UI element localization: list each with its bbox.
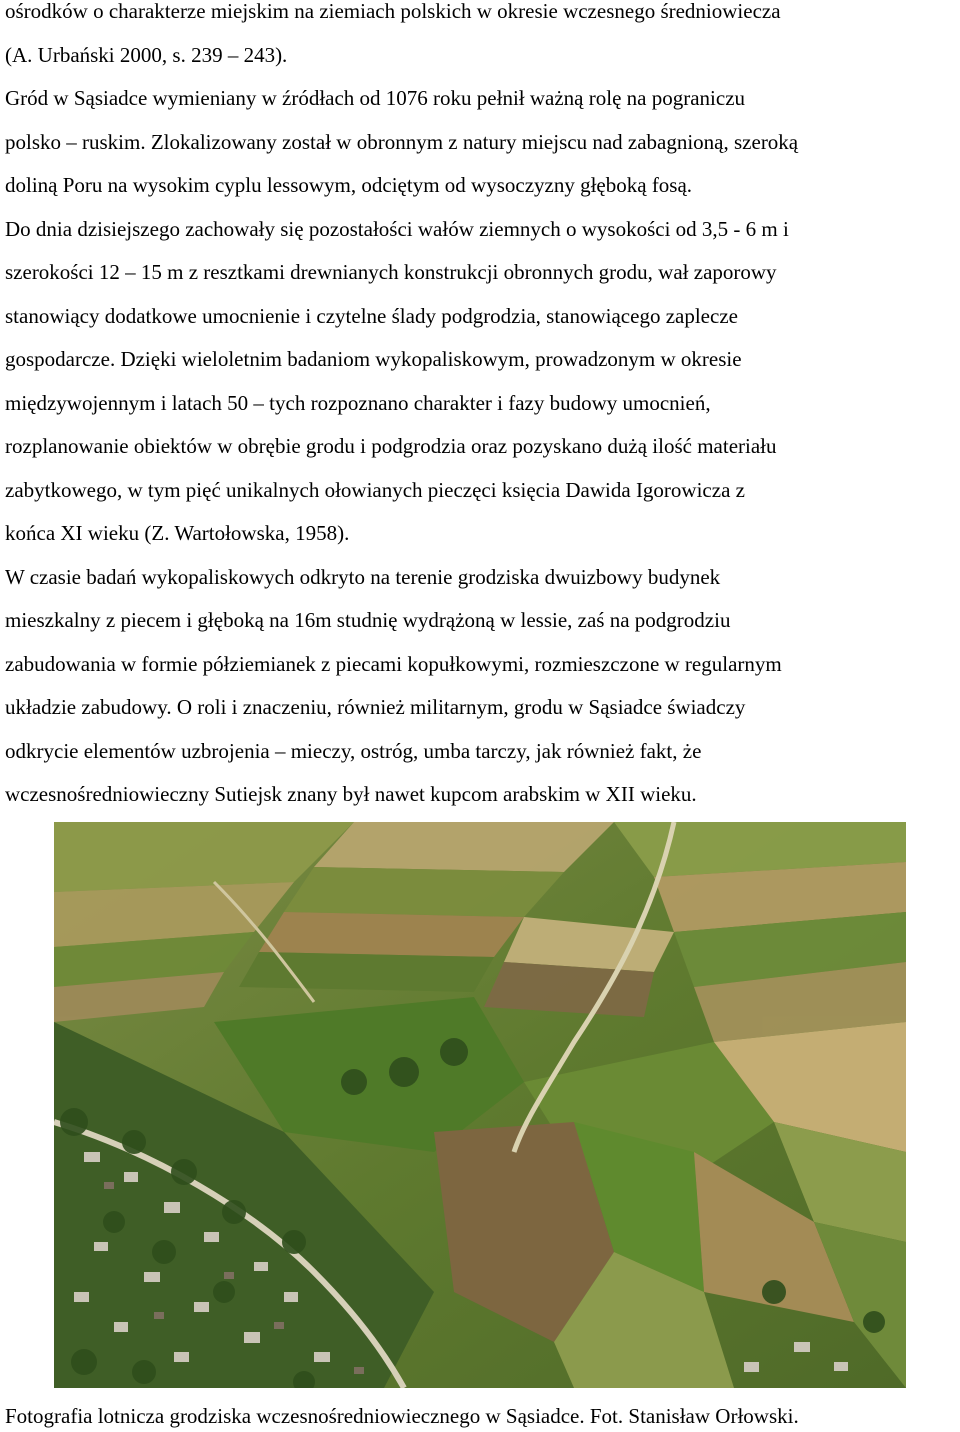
text-line: Do dnia dzisiejszego zachowały się pozostałości wałów ziemnych o wysokości od 3,5 - 6 m i: [5, 216, 789, 241]
figure-caption: Fotografia lotnicza grodziska wczesnośredniowiecznego w Sąsiadce. Fot. Stanisław Orłowski.: [5, 1404, 799, 1428]
text-line: międzywojennym i latach 50 – tych rozpoznano charakter i fazy budowy umocnień,: [5, 390, 711, 415]
aerial-photo: [54, 822, 906, 1388]
text-line: mieszkalny z piecem i głęboką na 16m studnię wydrążoną w lessie, zaś na podgrodziu: [5, 608, 731, 632]
body-text: [5, 0, 960, 817]
text-line: gospodarcze. Dzięki wieloletnim badaniom wykopaliskowym, prowadzonym w okresie: [5, 347, 742, 371]
text-line: wczesnośredniowieczny Sutiejsk znany był nawet kupcom arabskim w XII wieku.: [5, 782, 697, 806]
aerial-photo-illustration: [54, 822, 906, 1388]
text-line: (A. Urbański 2000, s. 239 – 243).: [5, 42, 288, 67]
text-line: odkrycie elementów uzbrojenia – mieczy, ostróg, umba tarczy, jak również fakt, że: [5, 738, 702, 763]
text-line: ośrodków o charakterze miejskim na ziemiach polskich w okresie wczesnego średniowiecza: [5, 0, 781, 23]
text-line: polsko – ruskim. Zlokalizowany został w obronnym z natury miejscu nad zabagnioną, szeroką: [5, 129, 799, 154]
text-line: szerokości 12 – 15 m z resztkami drewnianych konstrukcji obronnych grodu, wał zaporowy: [5, 260, 777, 284]
text-line: W czasie badań wykopaliskowych odkryto na terenie grodziska dwuizbowy budynek: [5, 564, 721, 589]
text-line: układzie zabudowy. O roli i znaczeniu, również militarnym, grodu w Sąsiadce świadczy: [5, 695, 746, 719]
text-line: doliną Poru na wysokim cyplu lessowym, odciętym od wysoczyzny głęboką fosą.: [5, 173, 693, 197]
text-line: stanowiący dodatkowe umocnienie i czytelne ślady podgrodzia, stanowiącego zaplecze: [5, 303, 738, 328]
text-line: zabytkowego, w tym pięć unikalnych ołowianych pieczęci księcia Dawida Igorowicza z: [5, 477, 745, 502]
text-line: rozplanowanie obiektów w obrębie grodu i podgrodzia oraz pozyskano dużą ilość materiału: [5, 434, 777, 458]
text-line: końca XI wieku (Z. Wartołowska, 1958).: [5, 521, 350, 545]
text-line: Gród w Sąsiadce wymieniany w źródłach od 1076 roku pełnił ważną rolę na pograniczu: [5, 86, 746, 110]
text-line: zabudowania w formie półziemianek z piecami kopułkowymi, rozmieszczone w regularnym: [5, 651, 782, 676]
